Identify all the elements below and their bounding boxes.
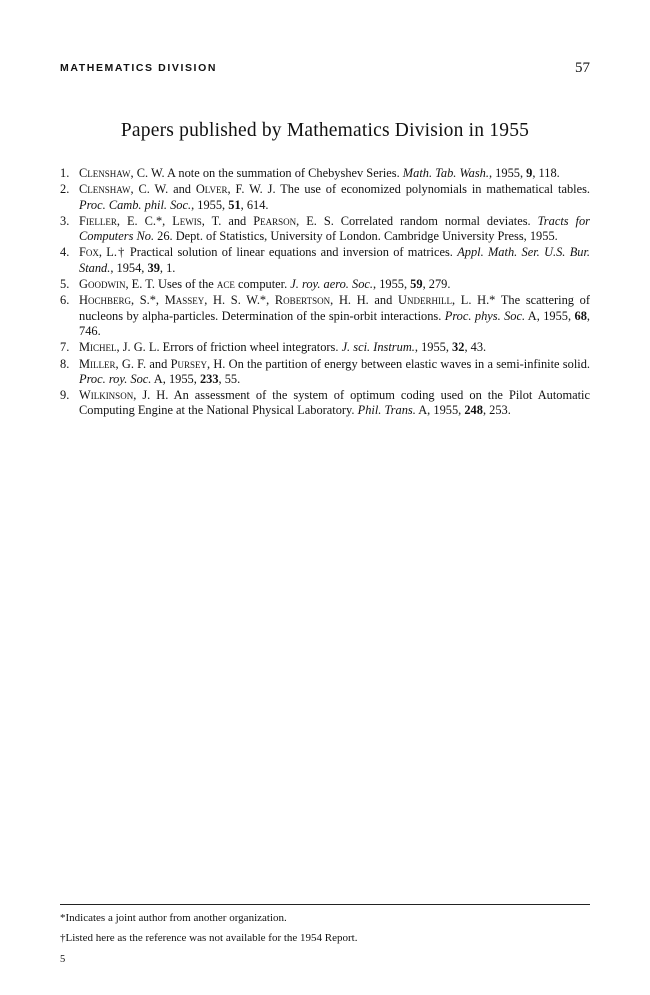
reference-text: , E. C.*, bbox=[116, 213, 173, 228]
reference-text: , 43. bbox=[464, 340, 487, 355]
journal-title: Appl. Math. Ser. U.S. Bur. Stand. bbox=[79, 245, 591, 275]
volume-number: 9 bbox=[526, 166, 533, 180]
reference-text: , 746. bbox=[79, 308, 590, 338]
signature-mark: 5 bbox=[60, 954, 66, 965]
author-name: Pearson bbox=[253, 213, 297, 228]
reference-item bbox=[60, 277, 590, 292]
author-name: Michel bbox=[79, 340, 117, 355]
reference-text: , 1955, bbox=[414, 340, 453, 355]
journal-title: J. roy. aero. Soc. bbox=[290, 277, 373, 292]
reference-text: , G. F. and bbox=[115, 356, 171, 371]
volume-number: 39 bbox=[147, 260, 160, 275]
reference-text: , 279. bbox=[422, 277, 451, 292]
reference-text: A, 1955, bbox=[525, 308, 575, 323]
reference-number: 4. bbox=[60, 245, 70, 260]
reference-text: , C. W. A note on the summation of Chebyshev Series. bbox=[130, 166, 403, 180]
reference-text: A, 1955, bbox=[151, 371, 200, 386]
reference-text: , 55. bbox=[218, 371, 241, 386]
reference-number: 8. bbox=[60, 356, 70, 371]
reference-text: , J. H. An assessment of the system of optimum coding used on the Pilot Automatic Computing Engine at the National Physical Laboratory. bbox=[79, 388, 590, 418]
reference-text: , H. H. and bbox=[330, 293, 399, 308]
author-name: Underhill bbox=[398, 293, 452, 308]
footnote-rule bbox=[60, 904, 590, 905]
author-name: Hochberg bbox=[79, 293, 131, 308]
reference-number: 2. bbox=[60, 182, 70, 197]
reference-text: , 614. bbox=[240, 197, 269, 212]
reference-number: 1. bbox=[60, 166, 70, 180]
reference-item bbox=[60, 245, 590, 276]
author-name: Fieller bbox=[79, 213, 117, 228]
author-name: Fox bbox=[79, 245, 99, 260]
reference-list bbox=[60, 166, 590, 420]
reference-text: , 1955, bbox=[373, 277, 411, 292]
reference-text: , J. G. L. Errors of friction wheel integrators. bbox=[116, 340, 342, 355]
author-name: Clenshaw bbox=[79, 166, 131, 180]
reference-text: , 253. bbox=[482, 403, 511, 418]
reference-text: , 1955, bbox=[191, 197, 229, 212]
volume-number: 248 bbox=[464, 403, 483, 418]
volume-number: 51 bbox=[228, 197, 241, 212]
author-name: Wilkinson bbox=[79, 388, 134, 403]
reference-item bbox=[60, 388, 590, 419]
reference-text: , C. W. and bbox=[130, 182, 196, 197]
author-name: Massey bbox=[164, 293, 205, 308]
reference-text: computer. bbox=[234, 277, 291, 292]
volume-number: 68 bbox=[574, 308, 587, 323]
reference-text: , F. W. J. The use of economized polynomials in mathematical tables. bbox=[227, 182, 590, 197]
reference-text: , H. On the partition of energy between elastic waves in a semi-infinite solid. bbox=[206, 356, 591, 371]
author-name: Goodwin bbox=[79, 277, 126, 292]
reference-text: , E. S. Correlated random normal deviates. bbox=[296, 213, 538, 228]
author-name: Pursey bbox=[170, 356, 207, 371]
reference-text: , 1954, bbox=[110, 260, 148, 275]
reference-text: , T. and bbox=[201, 213, 254, 228]
reference-text: , L.† Practical solution of linear equations and inversion of matrices. bbox=[98, 245, 458, 260]
author-name: Lewis bbox=[172, 213, 202, 228]
reference-text: A, 1955, bbox=[415, 403, 465, 418]
author-name: Robertson bbox=[274, 293, 331, 308]
footnote-joint-author: *Indicates a joint author from another organization. bbox=[60, 912, 287, 924]
reference-item bbox=[60, 340, 590, 355]
footnote-not-available: †Listed here as the reference was not available for the 1954 Report. bbox=[60, 932, 358, 944]
reference-text: 26. Dept. of Statistics, University of London. Cambridge University Press, 1955. bbox=[154, 229, 558, 244]
reference-item bbox=[60, 166, 590, 181]
reference-text: , 118. bbox=[532, 166, 560, 180]
reference-text: , 1955, bbox=[488, 166, 527, 180]
volume-number: 233 bbox=[199, 371, 219, 386]
author-name: Miller bbox=[79, 356, 116, 371]
reference-number: 3. bbox=[60, 213, 70, 228]
reference-item bbox=[60, 182, 590, 213]
page-number: 57 bbox=[575, 60, 590, 76]
journal-title: Proc. phys. Soc. bbox=[444, 308, 526, 323]
volume-number: 32 bbox=[452, 340, 465, 355]
reference-text: , E. T. Uses of the bbox=[125, 277, 217, 292]
journal-title: Tracts for Computers No. bbox=[79, 213, 591, 244]
reference-number: 9. bbox=[60, 388, 70, 403]
running-head bbox=[60, 60, 590, 80]
reference-text: , S.*, bbox=[130, 293, 165, 308]
reference-text: , 1. bbox=[159, 260, 176, 275]
reference-number: 5. bbox=[60, 277, 70, 292]
journal-title: Math. Tab. Wash. bbox=[402, 166, 489, 180]
journal-title: Proc. roy. Soc. bbox=[79, 371, 152, 386]
reference-item bbox=[60, 293, 590, 339]
reference-item bbox=[60, 357, 590, 388]
author-name: Clenshaw bbox=[79, 182, 131, 197]
reference-number: 6. bbox=[60, 293, 70, 308]
journal-title: Proc. Camb. phil. Soc. bbox=[79, 197, 192, 212]
author-name: ace bbox=[216, 277, 235, 292]
journal-title: J. sci. Instrum. bbox=[341, 340, 415, 355]
reference-text: , L. H.* The scattering of nucleons by alpha-particles. Determination of the spin-orbit interactions. bbox=[79, 293, 590, 323]
running-title: MATHEMATICS DIVISION bbox=[60, 62, 218, 74]
volume-number: 59 bbox=[410, 277, 423, 292]
reference-number: 7. bbox=[60, 340, 70, 355]
reference-text: , H. S. W.*, bbox=[204, 293, 275, 308]
reference-item bbox=[60, 214, 590, 245]
journal-title: Phil. Trans. bbox=[357, 403, 416, 418]
page-title: Papers published by Mathematics Division in 1955 bbox=[120, 120, 530, 141]
author-name: Olver bbox=[195, 182, 228, 197]
